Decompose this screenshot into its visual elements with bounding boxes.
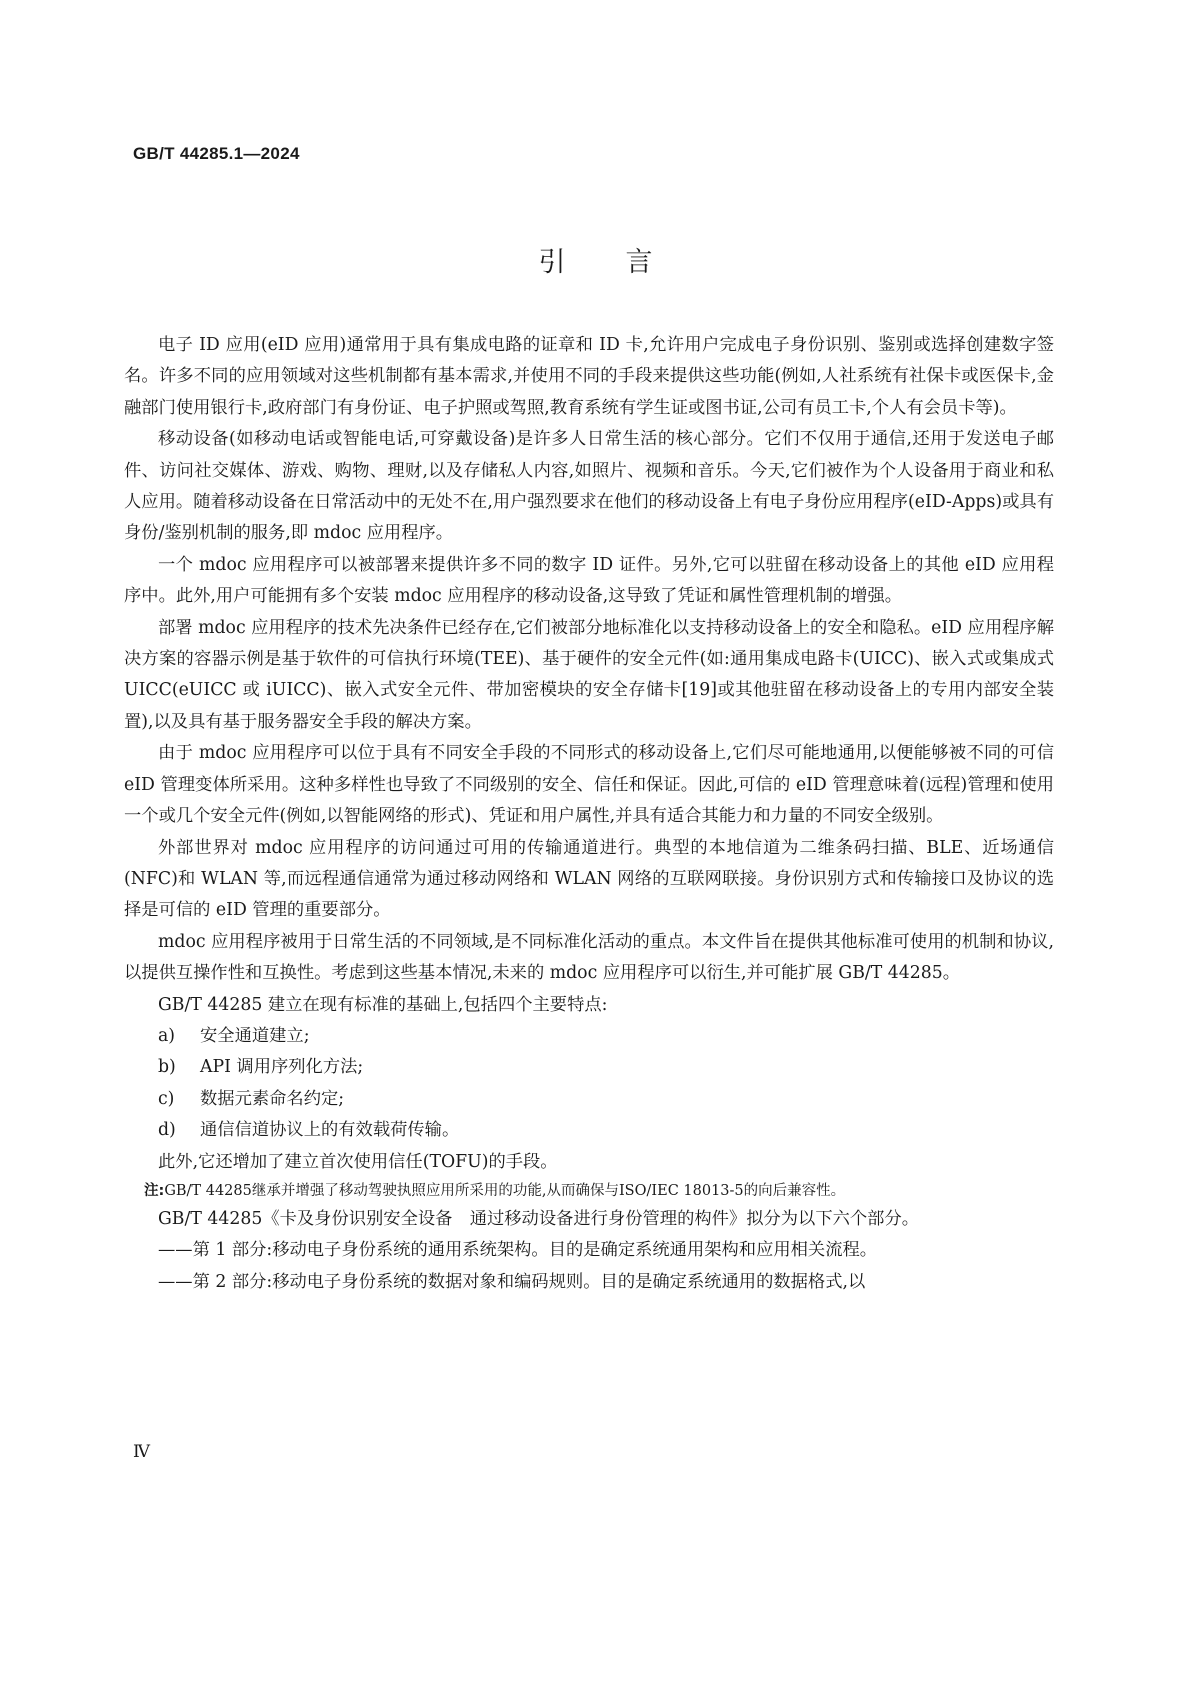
list-item-text: API 调用序列化方法; <box>200 1057 364 1078</box>
list-item <box>124 1052 1054 1083</box>
list-item-label: c) <box>158 1088 175 1109</box>
paragraph: 移动设备(如移动电话或智能电话,可穿戴设备)是许多人日常生活的核心部分。它们不仅用于通信,还用于发送电子邮件、访问社交媒体、游戏、购物、理财,以及存储私人内容,如照片、视频和音乐。今天,它们被作为个人设备用于商业和私人应用。随着移动设备在日常活动中的无处不在,用户强烈要求在他们的移动设备上有电子身份应用程序(eID-Apps)或具有身份/鉴别机制的服务,即 mdoc 应用程序。 <box>124 429 1054 544</box>
list-item <box>124 1115 1054 1146</box>
part-item: ——第 1 部分:移动电子身份系统的通用系统架构。目的是确定系统通用架构和应用相关流程。 <box>158 1240 878 1261</box>
list-item-text: 数据元素命名约定; <box>200 1088 345 1109</box>
paragraph: 由于 mdoc 应用程序可以位于具有不同安全手段的不同形式的移动设备上,它们尽可能地通用,以便能够被不同的可信 eID 管理变体所采用。这种多样性也导致了不同级别的安全、信任和保证。因此,可信的 eID 管理意味着(远程)管理和使用一个或几个安全元件(例如,以智能网络的形式)、凭证和用户属性,并具有适合其能力和力量的不同安全级别。 <box>124 743 1054 827</box>
list-item <box>124 1021 1054 1052</box>
list-item-label: a) <box>158 1025 176 1046</box>
paragraph: GB/T 44285 建立在现有标准的基础上,包括四个主要特点: <box>158 994 608 1015</box>
note <box>124 1178 1054 1204</box>
page-title: 引言 <box>538 247 713 278</box>
note-text: GB/T 44285继承并增强了移动驾驶执照应用所采用的功能,从而确保与ISO/IEC 18013-5的向后兼容性。 <box>164 1182 846 1199</box>
paragraph: 电子 ID 应用(eID 应用)通常用于具有集成电路的证章和 ID 卡,允许用户完成电子身份识别、鉴别或选择创建数字签名。许多不同的应用领域对这些机制都有基本需求,并使用不同的手段来提供这些功能(例如,人社系统有社保卡或医保卡,金融部门使用银行卡,政府部门有身份证、电子护照或驾照,教育系统有学生证或图书证,公司有员工卡,个人有会员卡等)。 <box>124 335 1054 418</box>
paragraph: 此外,它还增加了建立首次使用信任(TOFU)的手段。 <box>158 1151 558 1172</box>
standard-code: GB/T 44285.1—2024 <box>133 144 300 163</box>
list-item-label: d) <box>158 1120 176 1141</box>
list-item <box>124 1084 1054 1115</box>
paragraph: mdoc 应用程序被用于日常生活的不同领域,是不同标准化活动的重点。本文件旨在提供其他标准可使用的机制和协议,以提供互操作性和互换性。考虑到这些基本情况,未来的 mdoc 应用程序可以衍生,并可能扩展 GB/T 44285。 <box>124 931 1054 984</box>
paragraph: 外部世界对 mdoc 应用程序的访问通过可用的传输通道进行。典型的本地信道为二维条码扫描、BLE、近场通信(NFC)和 WLAN 等,而远程通信通常为通过移动网络和 WLAN 网络的互联网联接。身份识别方式和传输接口及协议的选择是可信的 eID 管理的重要部分。 <box>124 837 1054 921</box>
document-body <box>124 330 1054 1298</box>
paragraph: 部署 mdoc 应用程序的技术先决条件已经存在,它们被部分地标准化以支持移动设备上的安全和隐私。eID 应用程序解决方案的容器示例是基于软件的可信执行环境(TEE)、基于硬件的安全元件(如:通用集成电路卡(UICC)、嵌入式或集成式 UICC(eUICC 或 iUICC)、嵌入式安全元件、带加密模块的安全存储卡[19]或其他驻留在移动设备上的专用内部安全装置),以及具有基于服务器安全手段的解决方案。 <box>124 617 1054 732</box>
list-item-label: b) <box>158 1057 176 1078</box>
page-number: Ⅳ <box>133 1442 150 1462</box>
part-item: ——第 2 部分:移动电子身份系统的数据对象和编码规则。目的是确定系统通用的数据格式,以 <box>158 1271 866 1292</box>
note-label: 注: <box>144 1182 165 1199</box>
list-item-text: 通信信道协议上的有效载荷传输。 <box>200 1120 460 1141</box>
paragraph: 一个 mdoc 应用程序可以被部署来提供许多不同的数字 ID 证件。另外,它可以驻留在移动设备上的其他 eID 应用程序中。此外,用户可能拥有多个安装 mdoc 应用程序的移动设备,这导致了凭证和属性管理机制的增强。 <box>124 554 1054 607</box>
paragraph: GB/T 44285《卡及身份识别安全设备 通过移动设备进行身份管理的构件》拟分为以下六个部分。 <box>158 1208 920 1229</box>
list-item-text: 安全通道建立; <box>200 1025 310 1046</box>
